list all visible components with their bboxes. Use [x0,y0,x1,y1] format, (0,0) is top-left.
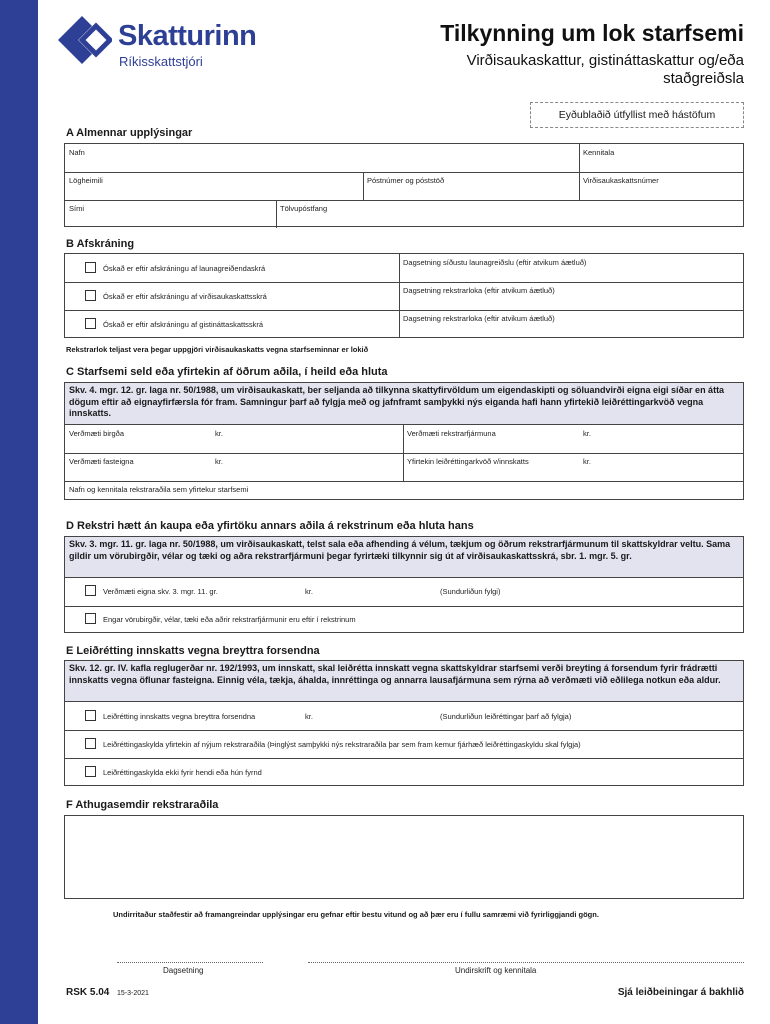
section-d-info: Skv. 3. mgr. 11. gr. laga nr. 50/1988, um virðisaukaskatt, telst sala eða afhending á vélum, tækjum og öðrum rekstrarfjármunum til skattskyldrar veltu. Sama gildir um vörubirgðir, vélar og tæki og aðra rekstrarfjármuni þegar fyrirtæki tilkynnir sig út af virðisaukaskattsskrá, sbr. 1. mgr. 5. gr. [64,536,744,578]
inventory-currency: kr. [215,429,223,438]
section-b-title: B Afskráning [66,238,135,250]
asset-attach-note: (Sundurliðun fylgi) [440,587,501,596]
equipment-value-field[interactable]: Verðmæti rekstrarfjármuna [407,429,496,438]
kennitala-field[interactable]: Kennitala [583,148,615,157]
signature-label: Undirskrift og kennitala [455,966,537,975]
section-c-info: Skv. 4. mgr. 12. gr. laga nr. 50/1988, um virðisaukaskatt, ber seljanda að tilkynna skattyfirvöldum um eigendaskipti og söluandvirði eigna eigi síðar en átta dögum eftir að eignayfirfærsla fór fram. Samningur þarf að fylgja með og jafnframt samþykki nýs eiganda hafi hann yfirtekið leiðréttingarkvöð vegna innskatts. [64,382,744,425]
vat-number-field[interactable]: Virðisaukaskattsnúmer [583,176,659,185]
inventory-value-field[interactable]: Verðmæti birgða [69,429,125,438]
form-version-date: 15-3-2021 [117,990,149,997]
not-present-label: Leiðréttingaskylda ekki fyrir hendi eða hún fyrnd [103,768,262,777]
asset-value-label: Verðmæti eigna skv. 3. mgr. 11. gr. [103,587,218,596]
no-assets-label: Engar vörubirgðir, vélar, tæki eða aðrir rekstrarfjármunir eru eftir í rekstrinum [103,615,356,624]
date-signature-line [117,962,263,963]
address-field[interactable]: Lögheimili [69,176,103,185]
property-value-field[interactable]: Verðmæti fasteigna [69,457,134,466]
logo [56,14,276,70]
vat-end-date-field[interactable]: Dagsetning rekstrarloka (eftir atvikum áætluð) [403,286,555,295]
not-present-checkbox[interactable] [85,766,96,777]
section-a-box [64,143,744,227]
correction-checkbox[interactable] [85,710,96,721]
email-field[interactable]: Tölvupóstfang [280,204,328,213]
buyer-field[interactable]: Nafn og kennitala rekstraraðila sem yfirtekur starfsemi [69,485,249,494]
no-assets-checkbox[interactable] [85,613,96,624]
section-e-info: Skv. 12. gr. IV. kafla reglugerðar nr. 192/1993, um innskatt, skal leiðrétta innskatt vegna skattskyldrar starfsemi verði breyting á forsendum fyrir frádrætti innskatts vegna öflunar fasteigna. Einnig véla, tækja, áhalda, innréttinga og annarra lausafjármuna sem rýrna að verðmæti við eðlilega notkun eða aldur. [64,660,744,702]
section-c-box [64,424,744,500]
capitals-note: Eyðublaðið útfyllist með hástöfum [530,102,744,128]
form-subtitle: Virðisaukaskattur, gistináttaskattur og/eða staðgreiðsla [466,52,744,87]
section-c-title: C Starfsemi seld eða yfirtekin af öðrum aðila, í heild eða hluta [66,366,388,378]
section-d-box [64,577,744,633]
deregister-vat-checkbox[interactable] [85,290,96,301]
deregister-vat-label: Óskað er eftir afskráningu af virðisaukaskattsskrá [103,292,267,301]
equipment-currency: kr. [583,429,591,438]
declaration-text: Undirritaður staðfestir að framangreindar upplýsingar eru gefnar eftir bestu vitund og að þær eru í fullu samræmi við fyrirliggjandi gögn. [113,910,599,919]
section-d-title: D Rekstri hætt án kaupa eða yfirtöku annars aðila á rekstrinum eða hluta hans [66,520,474,532]
logo-subtitle: Ríkisskattstjóri [119,54,203,69]
taken-over-checkbox[interactable] [85,738,96,749]
deregister-lodging-checkbox[interactable] [85,318,96,329]
name-field[interactable]: Nafn [69,148,85,157]
taken-over-label: Leiðréttingaskylda yfirtekin af nýjum rekstraraðila (Þinglýst samþykki nýs rekstraraðila þar sem fram kemur fjárhæð leiðréttingaskyldu skal fylgja) [103,740,581,749]
obligation-currency: kr. [583,457,591,466]
obligation-field[interactable]: Yfirtekin leiðréttingarkvöð v/innskatts [407,457,529,466]
correction-currency: kr. [305,712,313,721]
logo-name: Skatturinn [118,20,257,52]
last-payroll-date-field[interactable]: Dagsetning síðustu launagreiðslu (eftir atvikum áætluð) [403,258,587,267]
comments-field[interactable] [64,815,744,899]
correction-attach-note: (Sundurliðun leiðréttingar þarf að fylgja) [440,712,572,721]
date-label: Dagsetning [163,966,204,975]
section-b-box [64,253,744,338]
section-a-title: A Almennar upplýsingar [66,127,193,139]
form-title: Tilkynning um lok starfsemi [440,20,744,46]
signature-line [308,962,744,963]
form-code: RSK 5.04 [66,987,110,998]
section-e-title: E Leiðrétting innskatts vegna breyttra forsendna [66,645,320,657]
logo-mark-icon [56,14,112,66]
lodging-end-date-field[interactable]: Dagsetning rekstrarloka (eftir atvikum áætluð) [403,314,555,323]
asset-value-checkbox[interactable] [85,585,96,596]
see-instructions-note: Sjá leiðbeiningar á bakhlið [617,987,744,998]
section-b-note: Rekstrarlok teljast vera þegar uppgjöri virðisaukaskatts vegna starfseminnar er lokið [66,345,369,354]
property-currency: kr. [215,457,223,466]
asset-currency: kr. [305,587,313,596]
postal-field[interactable]: Póstnúmer og póststöð [367,176,445,185]
deregister-payroll-label: Óskað er eftir afskráningu af launagreiðendaskrá [103,264,266,273]
left-brand-band [0,0,38,1024]
correction-label: Leiðrétting innskatts vegna breyttra forsendna [103,712,256,721]
phone-field[interactable]: Sími [69,204,84,213]
deregister-payroll-checkbox[interactable] [85,262,96,273]
section-f-title: F Athugasemdir rekstraraðila [66,799,219,811]
deregister-lodging-label: Óskað er eftir afskráningu af gistináttaskattsskrá [103,320,264,329]
section-e-box [64,701,744,786]
